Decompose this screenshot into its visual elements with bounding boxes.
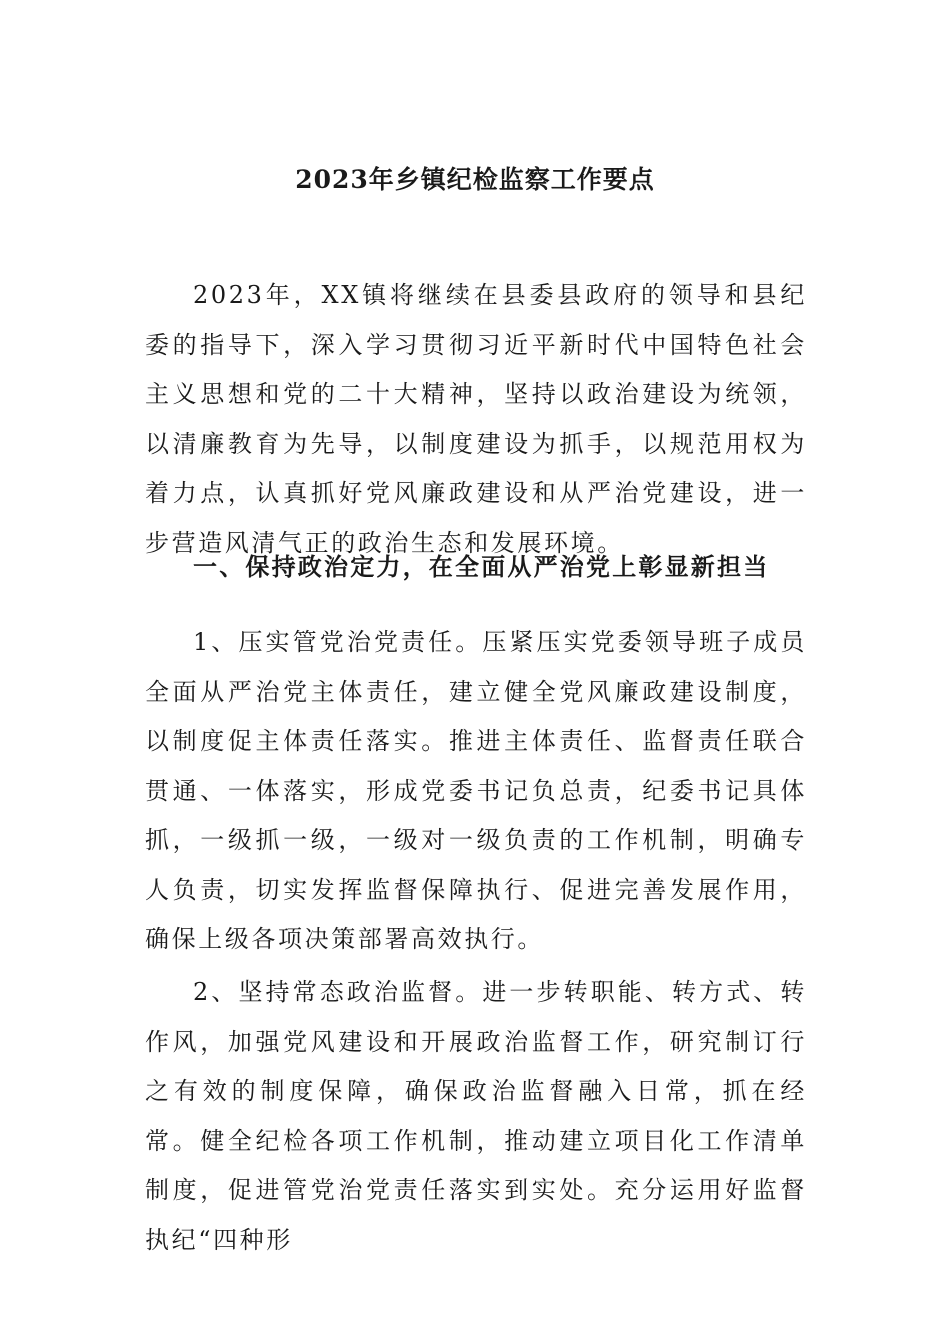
- document-title: 2023年乡镇纪检监察工作要点: [295, 165, 655, 194]
- item-paragraph-1: 1、压实管党治党责任。压紧压实党委领导班子成员全面从严治党主体责任，建立健全党风廉政建设制度，以制度促主体责任落实。推进主体责任、监督责任联合贯通、一体落实，形成党委书记负总责，纪委书记具体抓，一级抓一级，一级对一级负责的工作机制，明确专人负责，切实发挥监督保障执行、促进完善发展作用，确保上级各项决策部署高效执行。: [145, 628, 807, 953]
- item-paragraph-2: 2、坚持常态政治监督。进一步转职能、转方式、转作风，加强党风建设和开展政治监督工作，研究制订行之有效的制度保障，确保政治监督融入日常，抓在经常。健全纪检各项工作机制，推动建立项目化工作清单制度，促进管党治党责任落实到实处。充分运用好监督执纪“四种形: [145, 978, 807, 1254]
- section-heading-1: 一、保持政治定力，在全面从严治党上彰显新担当: [193, 552, 770, 581]
- intro-paragraph: 2023年，XX镇将继续在县委县政府的领导和县纪委的指导下，深入学习贯彻习近平新时代中国特色社会主义思想和党的二十大精神，坚持以政治建设为统领，以清廉教育为先导，以制度建设为抓手，以规范用权为着力点，认真抓好党风廉政建设和从严治党建设，进一步营造风清气正的政治生态和发展环境。: [145, 281, 807, 557]
